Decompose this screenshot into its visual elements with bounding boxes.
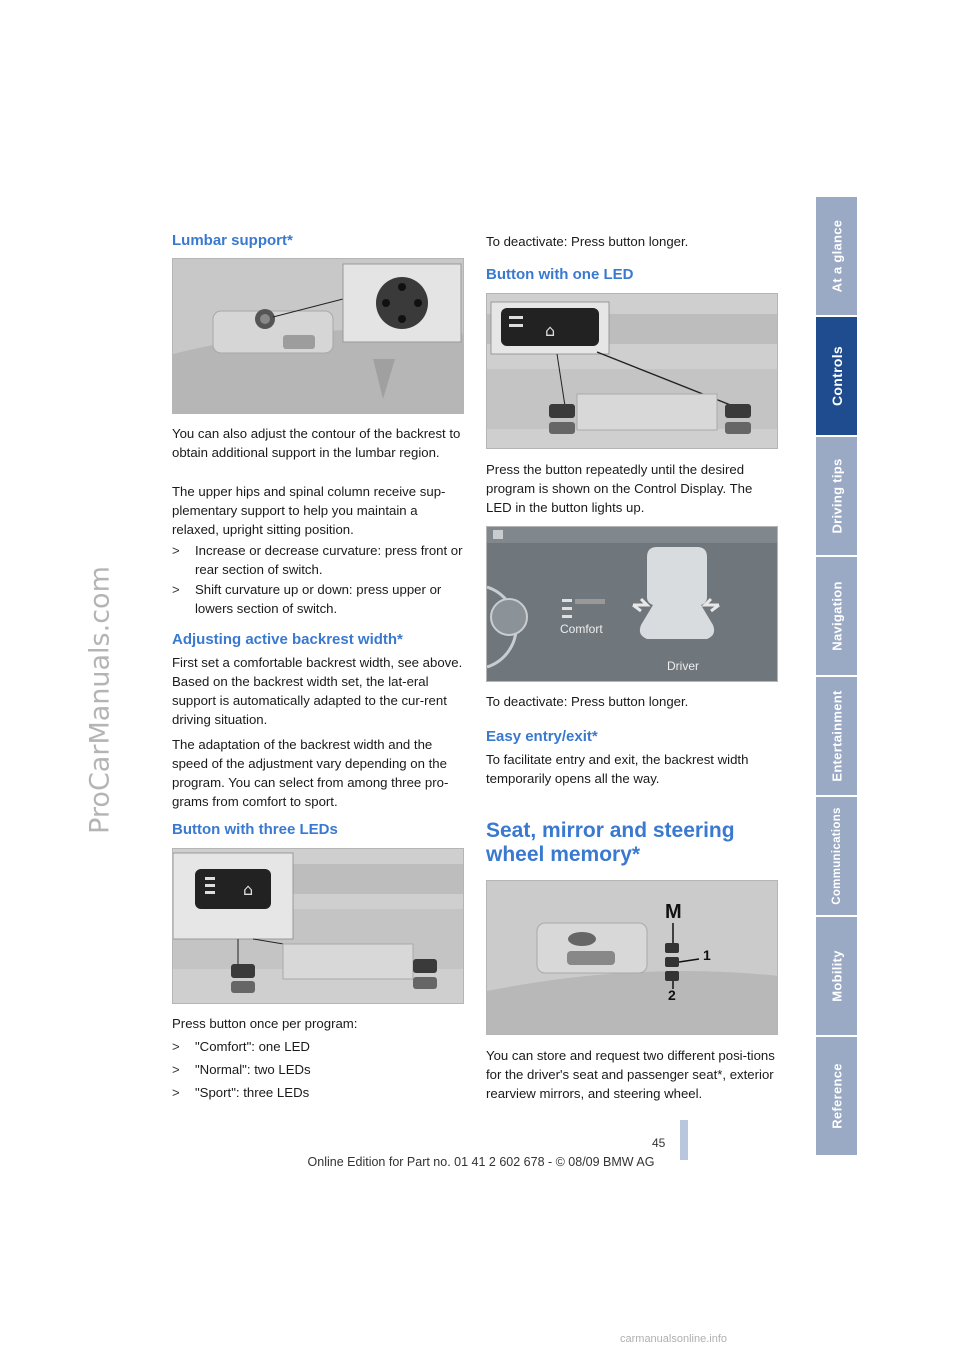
tab-at-a-glance[interactable]: At a glance (816, 197, 857, 315)
lumbar-heading: Lumbar support* (172, 232, 293, 249)
press-once-text: Press button once per program: (172, 1016, 358, 1031)
svg-text:⌂: ⌂ (243, 880, 254, 899)
memory-label-2: 2 (668, 987, 676, 1003)
memory-heading: Seat, mirror and steering wheel memory* (486, 819, 735, 866)
one-led-image (486, 293, 778, 449)
page-number: 45 (652, 1136, 666, 1150)
memory-label-1: 1 (703, 947, 711, 963)
list-item: > "Comfort": one LED (172, 1039, 310, 1054)
tab-mobility[interactable]: Mobility (816, 917, 857, 1035)
display-driver-label: Driver (667, 659, 699, 673)
deactivate-text-1: To deactivate: Press button longer. (486, 234, 689, 249)
list-item: > "Normal": two LEDs (172, 1062, 311, 1077)
list-item: > "Sport": three LEDs (172, 1085, 310, 1100)
footer-text: Online Edition for Part no. 01 41 2 602 678 - © 08/09 BMW AG (307, 1155, 655, 1169)
backrest-heading: Adjusting active backrest width* (172, 631, 403, 648)
three-leds-image (172, 848, 464, 1004)
memory-paragraph: You can store and request two different posi-tions for the driver's seat and passenger seat*, exterior rearview mirrors, and steering wheel. (486, 1048, 775, 1101)
display-comfort-label: Comfort (560, 622, 603, 636)
footer-accent-bar (680, 1120, 688, 1160)
tab-reference[interactable]: Reference (816, 1037, 857, 1155)
lumbar-paragraph-2: The upper hips and spinal column receive sup-plementary support to help you maintain a relaxed, upright sitting position. (172, 484, 446, 537)
lumbar-paragraph-1: You can also adjust the contour of the backrest to obtain additional support in the lumbar region. (172, 426, 461, 460)
one-led-heading: Button with one LED (486, 266, 634, 283)
tab-driving-tips[interactable]: Driving tips (816, 437, 857, 555)
tab-controls[interactable]: Controls (816, 317, 857, 435)
tab-entertainment[interactable]: Entertainment (816, 677, 857, 795)
easy-entry-paragraph: To facilitate entry and exit, the backrest width temporarily opens all the way. (486, 752, 749, 786)
tab-communications[interactable]: Communications (816, 797, 857, 915)
backrest-paragraph-2: The adaptation of the backrest width and the speed of the adjustment vary depending on the program. You can select from among three pro-grams from comfort to sport. (172, 737, 449, 809)
lumbar-switch-image (172, 258, 464, 414)
side-watermark: ProCarManuals.com (84, 566, 116, 834)
three-leds-heading: Button with three LEDs (172, 821, 338, 838)
easy-entry-heading: Easy entry/exit* (486, 728, 598, 745)
bottom-watermark: carmanualsonline.info (620, 1333, 728, 1345)
backrest-paragraph-1: First set a comfortable backrest width, see above. Based on the backrest width set, the lat-eral support is automatically adapted to the cur-rent driving situation. (172, 655, 463, 727)
list-item: > Increase or decrease curvature: press front or rear section of switch. (172, 543, 463, 577)
control-display-image (486, 526, 778, 682)
list-item: > Shift curvature up or down: press upper or lowers section of switch. (172, 582, 442, 616)
tab-navigation[interactable]: Navigation (816, 557, 857, 675)
svg-text:⌂: ⌂ (545, 321, 556, 340)
press-repeat-text: Press the button repeatedly until the desired program is shown on the Control Display. The LED in the button lights up. (486, 462, 753, 515)
chapter-tabs (816, 197, 857, 1157)
deactivate-text-2: To deactivate: Press button longer. (486, 694, 689, 709)
memory-label-m: M (665, 901, 682, 923)
memory-buttons-image (486, 880, 778, 1035)
